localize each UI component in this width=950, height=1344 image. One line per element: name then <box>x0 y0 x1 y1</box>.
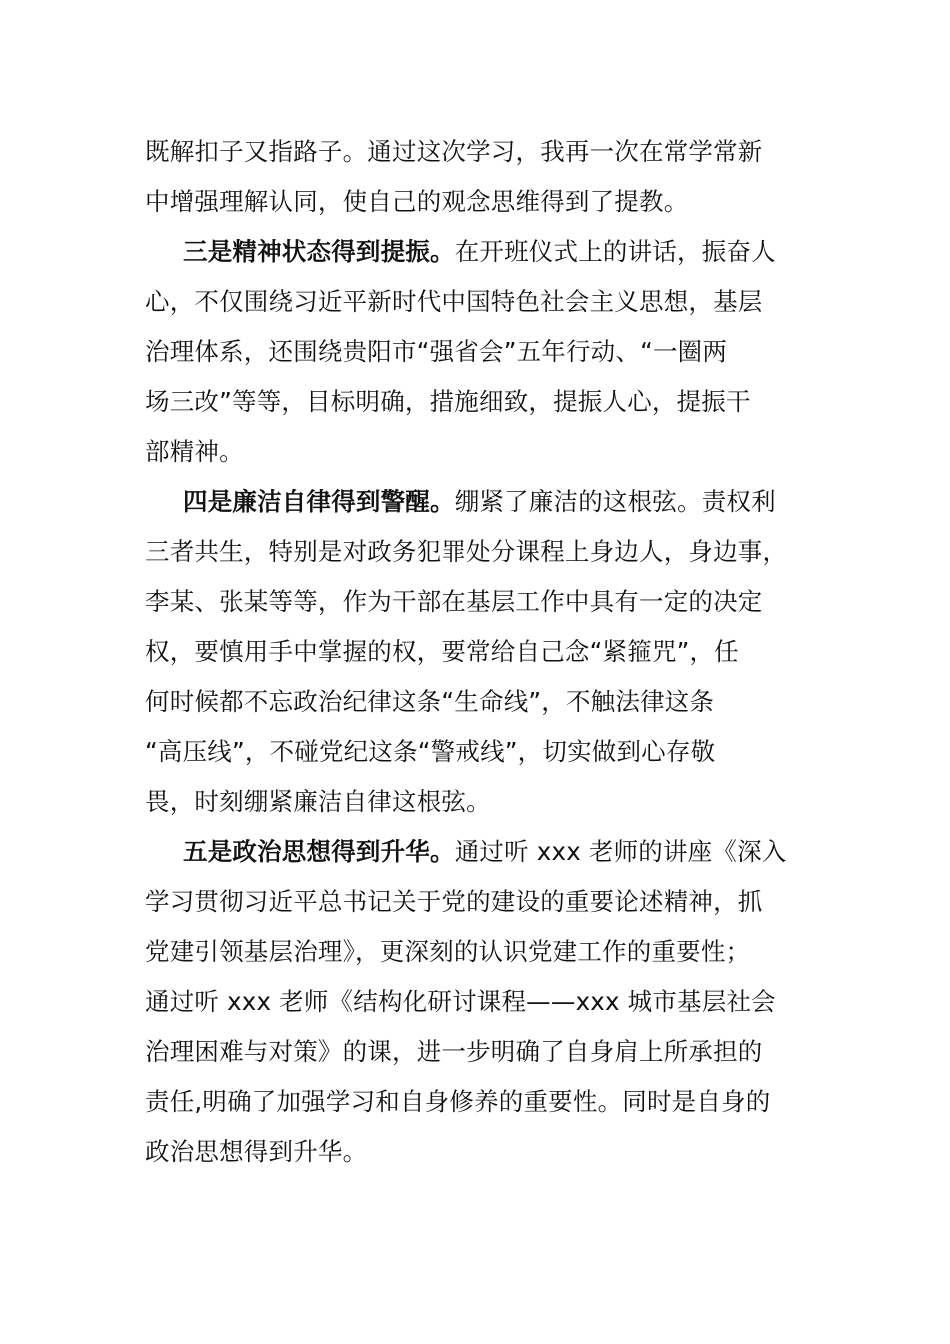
body-line: 权，要慎用手中掌握的权，要常给自己念“紧箍咒”，任 <box>145 637 739 666</box>
body-line: 党建引领基层治理》，更深刻的认识党建工作的重要性； <box>145 937 751 966</box>
section-five-first-line <box>145 827 805 877</box>
body-line: 何时候都不忘政治纪律这条“生命线”，不触法律这条 <box>145 687 715 716</box>
section-three-first-line <box>145 227 805 277</box>
body-line: “高压线”，不碰党纪这条“警戒线”，切实做到心存敬 <box>145 737 716 766</box>
body-line: 畏，时刻绷紧廉洁自律这根弦。 <box>145 787 491 816</box>
body-line: 部精神。 <box>145 437 244 466</box>
body-line: 心，不仅围绕习近平新时代中国特色社会主义思想，基层 <box>145 287 763 316</box>
body-line: 学习贯彻习近平总书记关于党的建设的重要论述精神，抓 <box>145 887 763 916</box>
body-line: 责任,明确了加强学习和自身修养的重要性。同时是自身的 <box>145 1087 771 1116</box>
section-three-heading: 三是精神状态得到提振。 <box>183 237 455 266</box>
body-line: 场三改”等等，目标明确，措施细致，提振人心，提振干 <box>145 387 751 416</box>
document-body <box>145 127 805 1177</box>
section-three-first-line-text: 在开班仪式上的讲话，振奋人 <box>454 237 776 266</box>
section-four-first-line <box>145 477 805 527</box>
body-line: 三者共生，特别是对政务犯罪处分课程上身边人，身边事， <box>145 537 788 566</box>
body-line: 政治思想得到升华。 <box>145 1137 368 1166</box>
body-line: 李某、张某等等，作为干部在基层工作中具有一定的决定 <box>145 587 763 616</box>
section-four-first-line-text: 绷紧了廉洁的这根弦。责权利 <box>454 487 776 516</box>
section-five-heading: 五是政治思想得到升华。 <box>183 837 455 866</box>
body-line: 通过听 xxx 老师《结构化研讨课程——xxx 城市基层社会 <box>145 987 776 1016</box>
body-line: 既解扣子又指路子。通过这次学习，我再一次在常学常新 <box>145 137 763 166</box>
section-five-first-line-text: 通过听 xxx 老师的讲座《深入 <box>454 837 787 866</box>
body-line: 治理困难与对策》的课，进一步明确了自身肩上所承担的 <box>145 1037 763 1066</box>
body-line: 治理体系，还围绕贵阳市“强省会”五年行动、“一圈两 <box>145 337 728 366</box>
body-line: 中增强理解认同，使自己的观念思维得到了提教。 <box>145 187 689 216</box>
section-four-heading: 四是廉洁自律得到警醒。 <box>183 487 455 516</box>
